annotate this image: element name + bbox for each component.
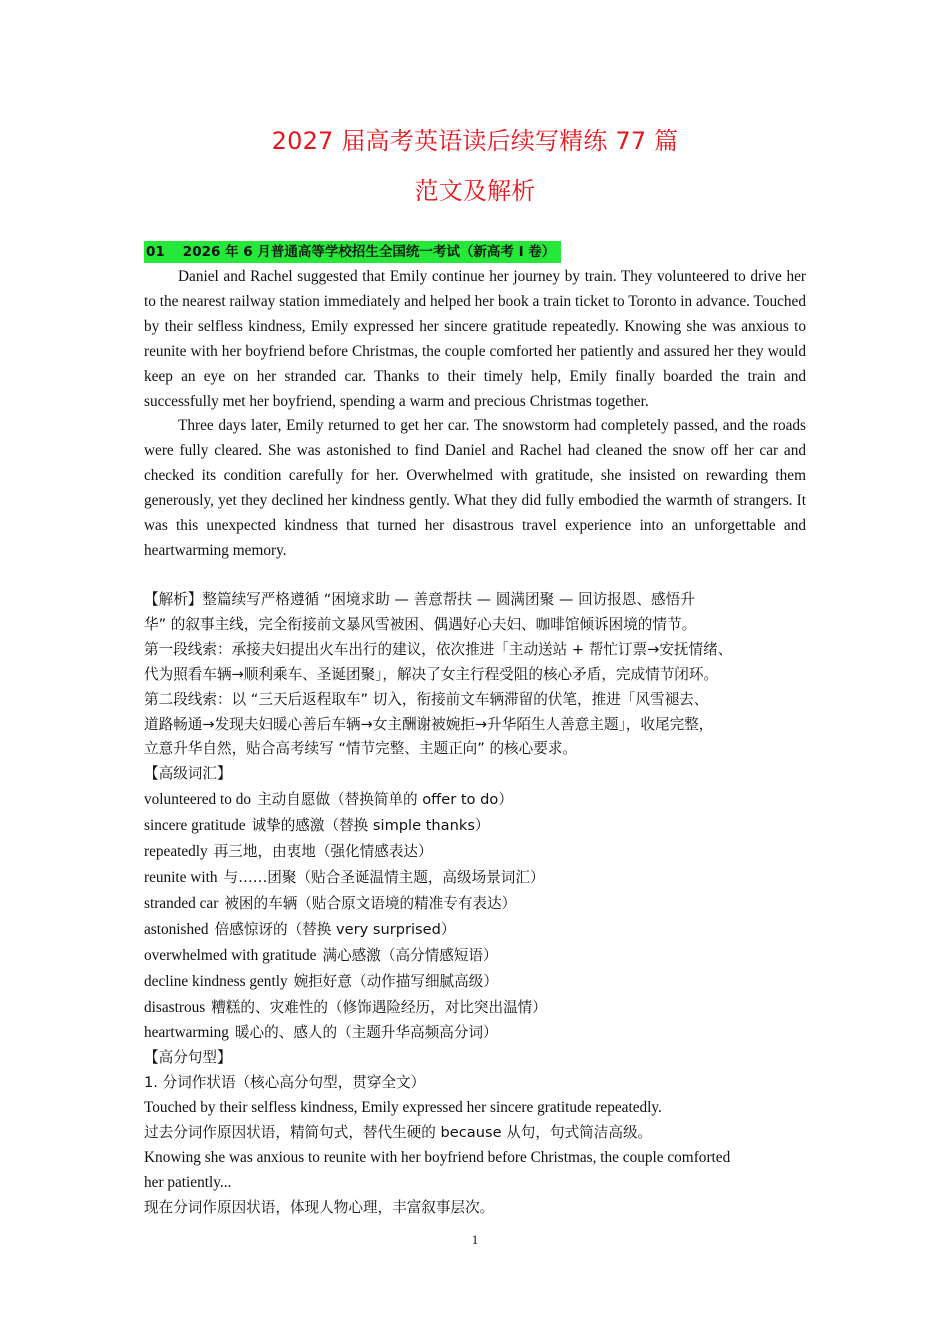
vocab-item <box>144 865 808 891</box>
vocab-term: decline kindness gently <box>144 972 288 990</box>
vocab-gloss: 满心感激（高分情感短语） <box>322 946 498 964</box>
vocab-item <box>144 943 808 969</box>
sentence-pattern-title: 1. 分词作状语（核心高分句型，贯穿全文） <box>144 1074 426 1092</box>
sentences-heading: 【高分句型】 <box>144 1049 232 1067</box>
analysis-line: 代为照看车辆→顺利乘车、圣诞团聚」，解决了女主行程受阻的核心矛盾，完成情节闭环。 <box>144 665 719 683</box>
page-number: 1 <box>471 1232 479 1247</box>
vocab-term: repeatedly <box>144 843 208 861</box>
vocab-item <box>144 917 808 943</box>
vocab-term: sincere gratitude <box>144 817 246 835</box>
vocab-item <box>144 813 808 839</box>
vocab-term: reunite with <box>144 868 218 886</box>
document-subtitle: 范文及解析 <box>414 177 536 205</box>
vocab-gloss: 再三地，由衷地（强化情感表达） <box>213 843 433 861</box>
vocab-item <box>144 969 808 995</box>
analysis-line: 第一段线索：承接夫妇提出火车出行的建议，依次推进「主动送站 + 帮忙订票→安抚情绪、 <box>144 640 733 658</box>
vocab-term: overwhelmed with gratitude <box>144 946 317 964</box>
vocab-gloss: 暖心的、感人的（主题升华高频高分词） <box>234 1024 498 1042</box>
vocab-gloss: 倍感惊讶的（替换 very surprised） <box>214 920 456 938</box>
analysis-line: 华” 的叙事主线，完全衔接前文暴风雪被困、偶遇好心夫妇、咖啡馆倾诉困境的情节。 <box>144 615 697 633</box>
example-sentence: Touched by their selfless kindness, Emily expressed her sincere gratitude repeatedly. <box>144 1099 662 1117</box>
vocab-heading: 【高级词汇】 <box>144 765 232 783</box>
vocab-gloss: 诚挚的感激（替换 simple thanks） <box>251 817 490 835</box>
example-note: 过去分词作原因状语，精简句式，替代生硬的 because 从句，句式简洁高级。 <box>144 1124 653 1142</box>
vocab-gloss: 糟糕的、灾难性的（修饰遇险经历，对比突出温情） <box>211 998 547 1016</box>
vocab-list <box>144 787 808 1046</box>
essay-paragraph-2: Three days later, Emily returned to get her car. The snowstorm had completely passed, and the roads were fully cleared. She was astonished to find Daniel and Rachel had cleaned the snow off her car and checked its condition carefully for her. Overwhelmed with gratitude, she insisted on rewarding them generously, yet they declined her kindness gently. What they did fully embodied the warmth of strangers. It was this unexpected kindness that turned her disastrous travel experience into an unforgettable and heartwarming memory. <box>144 417 806 559</box>
vocab-term: stranded car <box>144 894 219 912</box>
section-number: 01 <box>146 244 165 260</box>
vocab-item <box>144 839 808 865</box>
analysis-line: 道路畅通→发现夫妇暖心善后车辆→女主酬谢被婉拒→升华陌生人善意主题」，收尾完整， <box>144 715 714 733</box>
analysis-block <box>144 588 808 1221</box>
section-heading <box>144 241 561 263</box>
analysis-line: 立意升华自然，贴合高考续写 “情节完整、主题正向” 的核心要求。 <box>144 740 578 758</box>
vocab-item <box>144 995 808 1021</box>
vocab-gloss: 主动自愿做（替换简单的 offer to do） <box>257 791 513 809</box>
vocab-term: heartwarming <box>144 1024 229 1042</box>
essay-paragraph-1: Daniel and Rachel suggested that Emily continue her journey by train. They volunteered to drive her to the nearest railway station immediately and helped her book a train ticket to Toronto in advance. Touched by their selfless kindness, Emily expressed her sincere gratitude repeatedly. Knowing she was anxious to reunite with her boyfriend before Christmas, the couple comforted her patiently and assured her they would keep an eye on her stranded car. Thanks to their timely help, Emily finally boarded the train and successfully met her boyfriend, spending a warm and precious Christmas together. <box>144 268 806 410</box>
vocab-item <box>144 1020 808 1046</box>
section-label: 2026 年 6 月普通高等学校招生全国统一考试（新高考 I 卷） <box>182 244 556 260</box>
vocab-term: disastrous <box>144 998 206 1016</box>
example-sentence-continued: her patiently... <box>144 1173 232 1191</box>
vocab-term: volunteered to do <box>144 791 252 809</box>
vocab-gloss: 被困的车辆（贴合原文语境的精准专有表达） <box>224 894 517 912</box>
vocab-item <box>144 787 808 813</box>
vocab-gloss: 与……团聚（贴合圣诞温情主题，高级场景词汇） <box>223 868 545 886</box>
analysis-line: 第二段线索：以 “三天后返程取车” 切入，衔接前文车辆滞留的伏笔，推进「风雪褪去、 <box>144 690 709 708</box>
model-essay <box>144 265 806 564</box>
vocab-term: astonished <box>144 920 209 938</box>
example-sentence: Knowing she was anxious to reunite with her boyfriend before Christmas, the couple comforted <box>144 1148 731 1166</box>
example-note: 现在分词作原因状语，体现人物心理，丰富叙事层次。 <box>144 1198 495 1216</box>
vocab-item <box>144 891 808 917</box>
analysis-line: 【解析】整篇续写严格遵循 “困境求助 — 善意帮扶 — 圆满团聚 — 回访报恩、感悟升 <box>144 591 695 608</box>
document-title: 2027 届高考英语读后续写精练 77 篇 <box>271 127 679 155</box>
vocab-gloss: 婉拒好意（动作描写细腻高级） <box>293 972 498 990</box>
